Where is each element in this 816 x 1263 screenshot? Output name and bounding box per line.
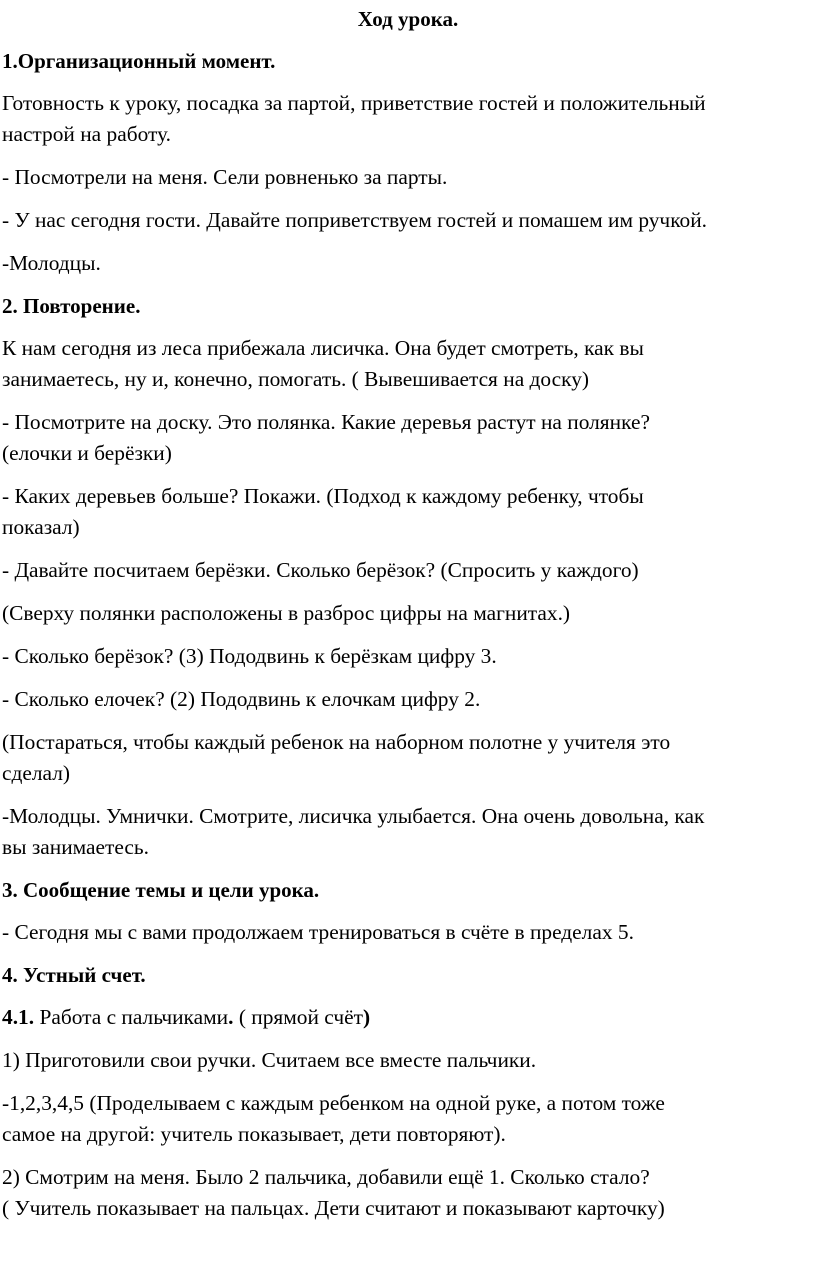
text-line: - Посмотрите на доску. Это полянка. Какие деревья растут на полянке? [2, 410, 650, 434]
document-title: Ход урока. [357, 7, 459, 31]
paragraph: (Сверху полянки расположены в разброс цифры на магнитах.) [2, 601, 571, 625]
paragraph: - Сколько елочек? (2) Пододвинь к елочкам цифру 2. [2, 687, 481, 711]
subsection-number: 4.1. [2, 1005, 35, 1029]
subsection-title: Работа с пальчиками [34, 1005, 229, 1029]
subsection-4-1-heading [2, 1002, 814, 1033]
section-3-heading: 3. Сообщение темы и цели урока. [2, 878, 320, 902]
subsection-note: ( прямой счёт [233, 1005, 363, 1029]
paragraph: - Сегодня мы с вами продолжаем тренироваться в счёте в пределах 5. [2, 920, 634, 944]
paragraph [2, 1088, 814, 1150]
text-line: -1,2,3,4,5 (Проделываем с каждым ребенком на одной руке, а потом тоже [2, 1091, 665, 1115]
text-line: 2) Смотрим на меня. Было 2 пальчика, добавили ещё 1. Сколько стало? [2, 1165, 650, 1189]
text-line: занимаетесь, ну и, конечно, помогать. ( Вывешивается на доску) [2, 367, 590, 391]
text-line: (елочки и берёзки) [2, 441, 172, 465]
subsection-close-paren: ) [362, 1005, 371, 1029]
paragraph: 1) Приготовили свои ручки. Считаем все вместе пальчики. [2, 1048, 537, 1072]
paragraph [2, 407, 814, 469]
text-line: показал) [2, 515, 80, 539]
text-line: -Молодцы. Умнички. Смотрите, лисичка улыбается. Она очень довольна, как [2, 804, 705, 828]
text-line: сделал) [2, 761, 71, 785]
paragraph [2, 801, 814, 863]
paragraph [2, 1162, 814, 1224]
paragraph: - Сколько берёзок? (3) Пододвинь к берёзкам цифру 3. [2, 644, 497, 668]
text-line: самое на другой: учитель показывает, дети повторяют). [2, 1122, 506, 1146]
text-line: - Каких деревьев больше? Покажи. (Подход к каждому ребенку, чтобы [2, 484, 644, 508]
text-line: ( Учитель показывает на пальцах. Дети считают и показывают карточку) [2, 1196, 665, 1220]
section-2-heading: 2. Повторение. [2, 294, 141, 318]
paragraph: - Посмотрели на меня. Сели ровненько за парты. [2, 165, 448, 189]
text-line: К нам сегодня из леса прибежала лисичка. Она будет смотреть, как вы [2, 336, 644, 360]
text-line: вы занимаетесь. [2, 835, 150, 859]
subsection-dot: . [228, 1005, 234, 1029]
paragraph [2, 333, 814, 395]
paragraph: -Молодцы. [2, 251, 101, 275]
paragraph [2, 88, 814, 150]
text-line: настрой на работу. [2, 122, 171, 146]
section-4-heading: 4. Устный счет. [2, 963, 146, 987]
paragraph: - Давайте посчитаем берёзки. Сколько берёзок? (Спросить у каждого) [2, 558, 639, 582]
section-1-heading: 1.Организационный момент. [2, 49, 276, 73]
paragraph [2, 727, 814, 789]
paragraph [2, 481, 814, 543]
paragraph: - У нас сегодня гости. Давайте поприветствуем гостей и помашем им ручкой. [2, 208, 707, 232]
text-line: Готовность к уроку, посадка за партой, приветствие гостей и положительный [2, 91, 706, 115]
text-line: (Постараться, чтобы каждый ребенок на наборном полотне у учителя это [2, 730, 671, 754]
